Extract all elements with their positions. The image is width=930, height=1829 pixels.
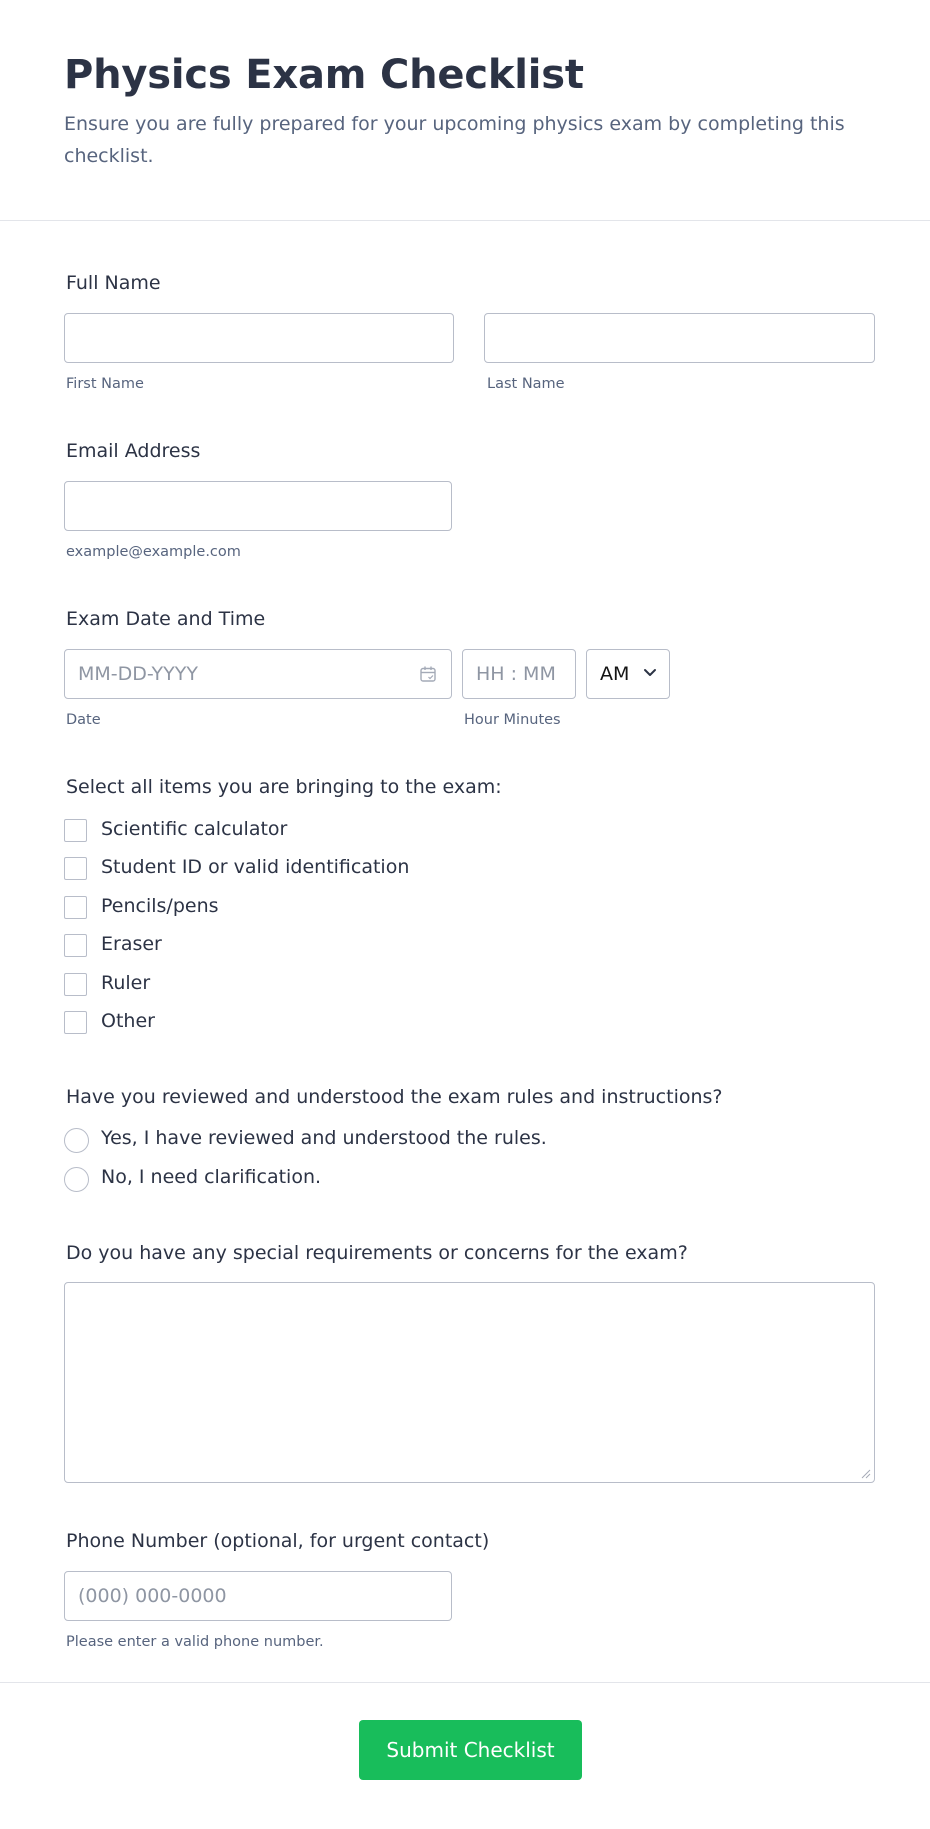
ampm-select[interactable] bbox=[586, 649, 670, 699]
email-label: Email Address bbox=[66, 440, 201, 462]
special-requirements-label: Do you have any special requirements or concerns for the exam? bbox=[66, 1242, 688, 1264]
first-name-sublabel: First Name bbox=[66, 376, 144, 392]
checkbox-label: Pencils/pens bbox=[101, 895, 219, 917]
checkbox-label: Student ID or valid identification bbox=[101, 856, 410, 878]
special-requirements-textarea[interactable] bbox=[64, 1282, 875, 1483]
checkbox[interactable] bbox=[64, 973, 87, 996]
time-sublabel: Hour Minutes bbox=[464, 712, 561, 728]
ampm-value: AM bbox=[600, 663, 630, 685]
phone-sublabel: Please enter a valid phone number. bbox=[66, 1634, 324, 1650]
email-sublabel: example@example.com bbox=[66, 544, 241, 560]
full-name-label: Full Name bbox=[66, 272, 161, 294]
time-input[interactable]: HH : MM bbox=[462, 649, 576, 699]
date-input[interactable] bbox=[64, 649, 452, 699]
first-name-input[interactable] bbox=[64, 313, 454, 363]
date-placeholder: MM-DD-YYYY bbox=[78, 663, 198, 685]
radio-button[interactable] bbox=[64, 1167, 89, 1192]
last-name-sublabel: Last Name bbox=[487, 376, 565, 392]
checkbox[interactable] bbox=[64, 1011, 87, 1034]
items-question-label: Select all items you are bringing to the exam: bbox=[66, 776, 502, 798]
rules-question-label: Have you reviewed and understood the exam rules and instructions? bbox=[66, 1086, 723, 1108]
exam-datetime-label: Exam Date and Time bbox=[66, 608, 266, 630]
checkbox-label: Scientific calculator bbox=[101, 818, 288, 840]
page-subtitle: Ensure you are fully prepared for your upcoming physics exam by completing this checklist. bbox=[64, 113, 845, 167]
footer-divider bbox=[0, 1682, 930, 1683]
radio-label: Yes, I have reviewed and understood the rules. bbox=[101, 1127, 547, 1149]
checkbox-label: Ruler bbox=[101, 972, 151, 994]
submit-button[interactable]: Submit Checklist bbox=[359, 1720, 582, 1780]
resize-handle-icon[interactable] bbox=[861, 1469, 871, 1479]
chevron-down-icon bbox=[643, 668, 657, 678]
checkbox[interactable] bbox=[64, 896, 87, 919]
radio-label: No, I need clarification. bbox=[101, 1166, 322, 1188]
checkbox[interactable] bbox=[64, 819, 87, 842]
email-field[interactable] bbox=[64, 481, 452, 531]
checkbox[interactable] bbox=[64, 934, 87, 957]
checkbox-label: Other bbox=[101, 1010, 155, 1032]
last-name-input[interactable] bbox=[484, 313, 875, 363]
radio-button[interactable] bbox=[64, 1128, 89, 1153]
phone-input[interactable]: (000) 000-0000 bbox=[64, 1571, 452, 1621]
checkbox[interactable] bbox=[64, 857, 87, 880]
checkbox-label: Eraser bbox=[101, 933, 162, 955]
calendar-icon[interactable] bbox=[419, 665, 437, 683]
phone-label: Phone Number (optional, for urgent contact) bbox=[66, 1530, 490, 1552]
date-sublabel: Date bbox=[66, 712, 101, 728]
page-title: Physics Exam Checklist bbox=[64, 52, 584, 98]
form-header bbox=[0, 0, 930, 221]
